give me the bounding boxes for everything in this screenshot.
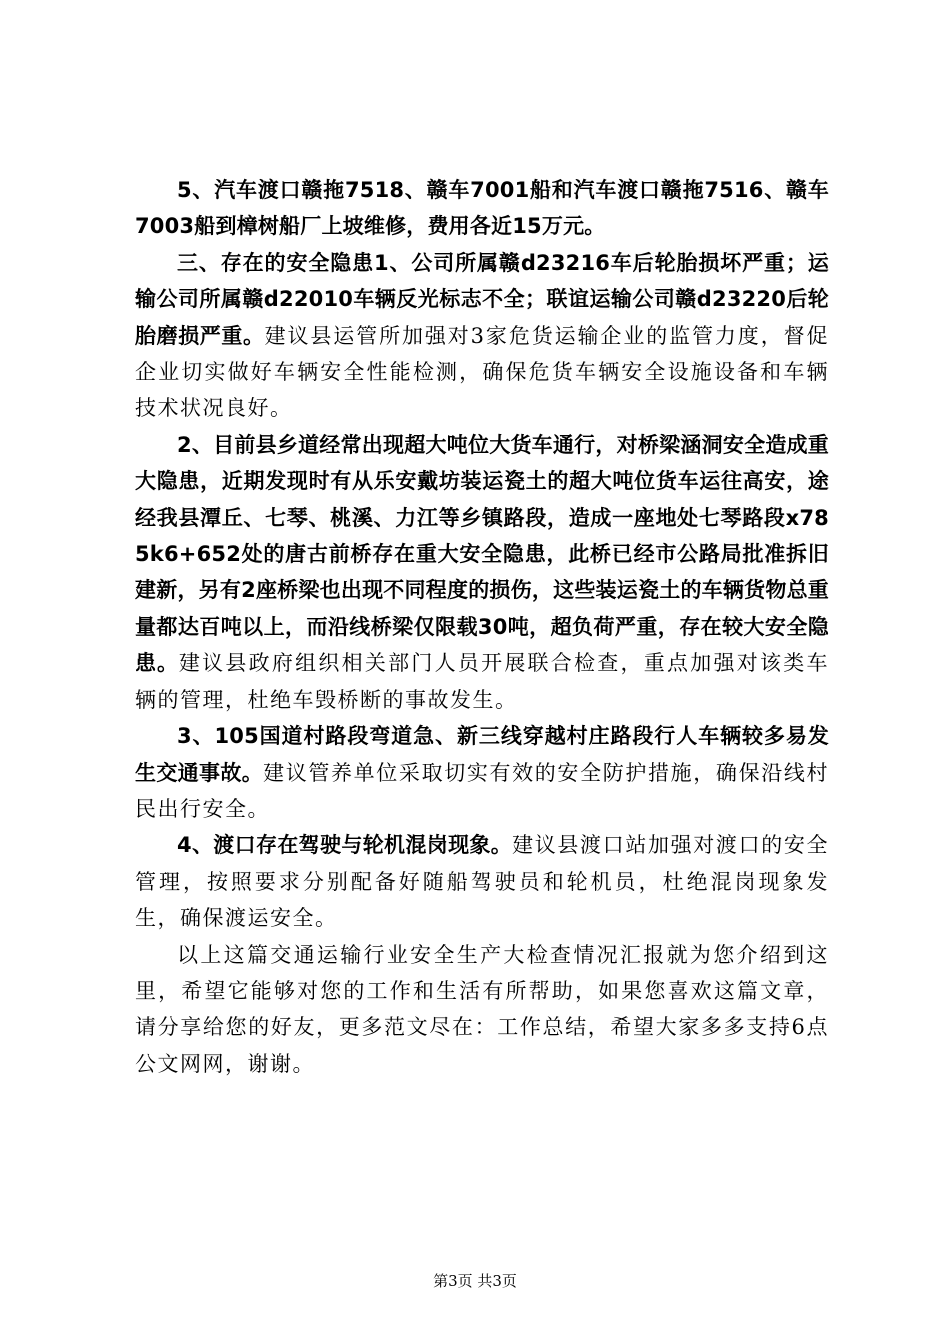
- paragraph-rest-text: 建议管养单位采取切实有效的安全防护措施，确保沿线村民出行安全。: [135, 760, 829, 821]
- paragraph-lead-text: 2、目前县乡道经常出现超大吨位大货车通行，对桥梁涵洞安全造成重大隐患，近期发现时有从乐安戴坊装运瓷土的超大吨位货车运往高安，途经我县潭丘、七琴、桃溪、力江等乡镇路段，造成一座地处七琴路段x785k6+652处的唐古前桥存在重大安全隐患，此桥已经市公路局批准拆旧建新，另有2座桥梁也出现不同程度的损伤，这些装运瓷土的车辆货物总重量都达百吨以上，而沿线桥梁仅限载30吨，超负荷严重，存在较大安全隐患。: [135, 432, 829, 676]
- paragraph-national-road: [135, 718, 829, 827]
- paragraph-lead-text: 三、存在的安全隐患1、公司所属赣d23216车后轮胎损坏严重；运输公司所属赣d22010车辆反光标志不全；联谊运输公司赣d23220后轮胎磨损严重。: [135, 250, 829, 348]
- paragraph-ferry-repair: [135, 172, 829, 245]
- page-number-footer: 第3页 共3页: [433, 1272, 517, 1290]
- paragraph-lead-text: 5、汽车渡口赣拖7518、赣车7001船和汽车渡口赣拖7516、赣车7003船到樟树船厂上坡维修，费用各近15万元。: [135, 178, 829, 239]
- paragraph-lead-text: 3、105国道村路段弯道急、新三线穿越村庄路段行人车辆较多易发生交通事故。: [135, 724, 829, 785]
- paragraph-ferry-staffing: [135, 827, 829, 936]
- paragraph-safety-hazards: [135, 245, 829, 427]
- paragraph-rest-text: 建议县运管所加强对3家危货运输企业的监管力度，督促企业切实做好车辆安全性能检测，确保危货车辆安全设施设备和车辆技术状况良好。: [135, 323, 830, 421]
- document-body: [135, 172, 829, 1082]
- paragraph-overweight-trucks: [135, 427, 829, 718]
- paragraph-rest-text: 以上这篇交通运输行业安全生产大检查情况汇报就为您介绍到这里，希望它能够对您的工作和生活有所帮助，如果您喜欢这篇文章，请分享给您的好友，更多范文尽在：工作总结，希望大家多多支持6点公文网网，谢谢。: [135, 942, 829, 1076]
- paragraph-lead-text: 4、渡口存在驾驶与轮机混岗现象。: [177, 833, 513, 858]
- paragraph-rest-text: 建议县渡口站加强对渡口的安全管理，按照要求分别配备好随船驾驶员和轮机员，杜绝混岗现象发生，确保渡运安全。: [135, 833, 830, 931]
- paragraph-rest-text: 建议县政府组织相关部门人员开展联合检查，重点加强对该类车辆的管理，杜绝车毁桥断的事故发生。: [135, 651, 829, 712]
- paragraph-closing: [135, 937, 829, 1083]
